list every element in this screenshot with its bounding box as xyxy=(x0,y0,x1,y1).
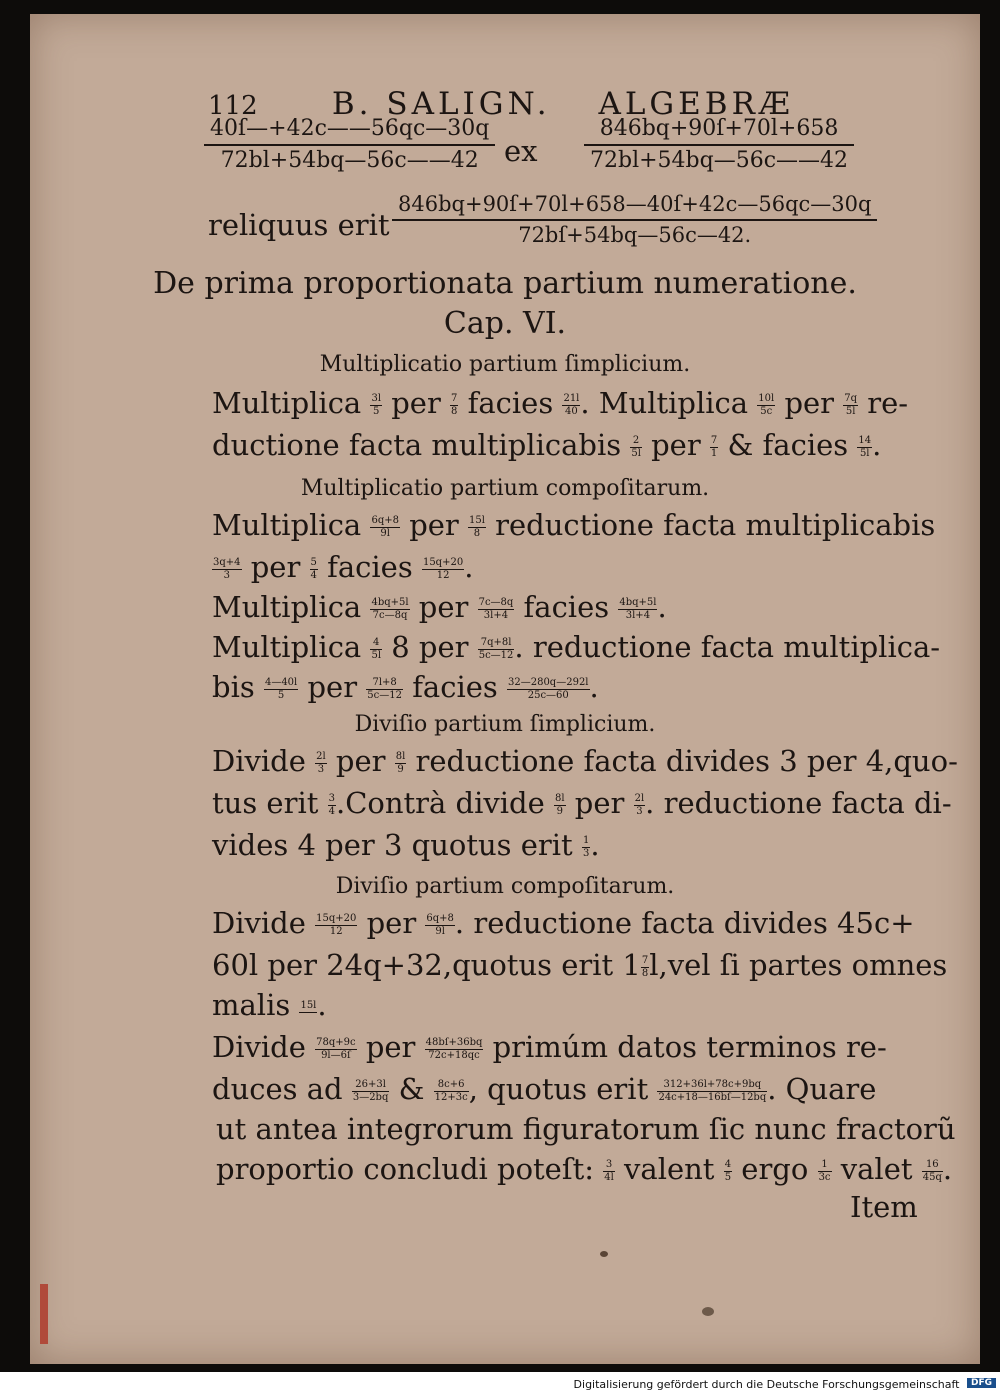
page-number: 112 xyxy=(208,91,258,121)
fraction: $\frac{6q+8}{9l}$ xyxy=(426,912,454,937)
text-line-10: vides 4 per 3 quotus erit $\frac{1}{3}$ . xyxy=(212,828,600,862)
section-heading-2: Multiplicatio partium compoſitarum. xyxy=(300,476,710,501)
fraction: $\frac{2l}{3}$ xyxy=(634,792,645,817)
fraction: $\frac{1}{3c}$ xyxy=(818,1158,831,1183)
text-line-7: bis $\frac{4—40l}{5}$ per $\frac{7l+8}{5c—12}$ facies $\frac{32—280q—292l}{25c—60}$ . xyxy=(212,670,599,704)
fraction: $\frac{32—280q—292l}{25c—60}$ xyxy=(508,676,589,701)
fraction: $\frac{7q}{5l}$ xyxy=(844,392,858,417)
text-line-14: Divide $\frac{78q+9c}{9l—6ſ}$ per $\frac{48bſ+36bq}{72c+18qc}$ primúm datos terminos re- xyxy=(212,1030,887,1064)
dfg-logo: DFG xyxy=(967,1378,996,1388)
fraction: $\frac{7}{8}$ xyxy=(641,954,649,979)
fraction: $\frac{3}{4}$ xyxy=(328,792,335,817)
fraction: $\frac{5}{4}$ xyxy=(310,556,317,581)
chapter-number: Cap. VI. xyxy=(443,306,567,341)
text-line-6: Multiplica $\frac{4}{5l}$ 8 per $\frac{7q+8l}{5c—12}$ . reductione facta multiplica- xyxy=(212,630,941,664)
text-line-12: 60l per 24q+32,quotus erit 1 $\frac{7}{8}$ l,vel ſi partes omnes xyxy=(212,948,948,982)
section-heading-4: Diviſio partium compoſitarum. xyxy=(335,874,675,899)
text-line-17: proportio concludi poteſt: $\frac{3}{4l}$ valent $\frac{4}{5}$ ergo $\frac{1}{3c}$ valet $\frac{16}{45q}$ . xyxy=(216,1152,953,1186)
fraction: $\frac{6q+8}{9l}$ xyxy=(371,514,399,539)
fraction: $\frac{14}{5l}$ xyxy=(858,434,872,459)
text-line-4: $\frac{3q+4}{3}$ per $\frac{5}{4}$ facies $\frac{15q+20}{12}$ . xyxy=(213,550,474,584)
fraction: $\frac{4bq+5l}{7c—8q}$ xyxy=(371,596,409,621)
fraction: $\frac{1}{3}$ xyxy=(582,834,590,859)
fraction: $\frac{3}{4l}$ xyxy=(604,1158,614,1183)
running-title-2: ALGEBRÆ xyxy=(598,86,794,122)
fraction: $\frac{15q+20}{12}$ xyxy=(316,912,357,937)
text-line-1: Multiplica $\frac{3l}{5}$ per $\frac{7}{8}$ facies $\frac{21l}{40}$ . Multiplica $\frac{10l}{5c}$ per $\frac{7q}{5l}$ re- xyxy=(212,386,909,420)
section-heading-1: Multiplicatio partium ſimplicium. xyxy=(319,352,691,377)
fraction: $\frac{7c—8q}{3l+4}$ xyxy=(478,596,514,621)
connector-ex: ex xyxy=(504,134,538,168)
fraction: $\frac{8l}{9}$ xyxy=(555,792,565,817)
fraction: $\frac{8c+6}{12+3c}$ xyxy=(434,1078,468,1103)
fraction: $\frac{8l}{9}$ xyxy=(395,750,406,775)
catchword: Item xyxy=(850,1190,918,1224)
fraction: $\frac{3l}{5}$ xyxy=(371,392,382,417)
fraction: $\frac{4bq+5l}{3l+4}$ xyxy=(619,596,657,621)
fraction: $\frac{4}{5l}$ xyxy=(371,636,382,661)
text-line-5: Multiplica $\frac{4bq+5l}{7c—8q}$ per $\frac{7c—8q}{3l+4}$ facies $\frac{4bq+5l}{3l+4}$ . xyxy=(212,590,667,624)
running-title: B. SALIGN. xyxy=(331,86,551,122)
fraction: $\frac{2l}{3}$ xyxy=(316,750,326,775)
digitization-footer xyxy=(0,1376,1000,1395)
ink-blot xyxy=(702,1307,714,1316)
text-line-15: duces ad $\frac{26+3l}{3—2bq}$ & $\frac{8c+6}{12+3c}$ , quotus erit $\frac{312+36l+78c+9bq}{24c+18—16bſ—12bq}$ . Quare xyxy=(212,1072,877,1106)
fraction: $\frac{7}{8}$ xyxy=(451,392,458,417)
text-line-16: ut antea integrorum figuratorum ſic nunc fractorũ xyxy=(216,1112,956,1146)
footer-text: Digitalisierung gefördert durch die Deutsche Forschungsgemeinschaft xyxy=(573,1378,960,1391)
text-line-8: Divide $\frac{2l}{3}$ per $\frac{8l}{9}$ reductione facta divides 3 per 4,quo- xyxy=(212,744,958,778)
chapter-title: De prima proportionata partium numeratione. xyxy=(153,266,857,301)
fraction: $\frac{4}{5}$ xyxy=(724,1158,732,1183)
remainder-label: reliquus erit xyxy=(208,208,390,242)
book-page xyxy=(30,14,980,1364)
ink-dot xyxy=(600,1251,608,1257)
fraction: $\frac{26+3l}{3—2bq}$ xyxy=(352,1078,389,1103)
fraction: $\frac{7q+8l}{5c—12}$ xyxy=(478,636,514,661)
text-line-9: tus erit $\frac{3}{4}$ .Contrà divide $\frac{8l}{9}$ per $\frac{2l}{3}$ . reductione facta di- xyxy=(212,786,952,820)
text-line-11: Divide $\frac{15q+20}{12}$ per $\frac{6q+8}{9l}$ . reductione facta divides 45c+ xyxy=(212,906,915,940)
text-line-3: Multiplica $\frac{6q+8}{9l}$ per $\frac{15l}{8}$ reductione facta multiplicabis xyxy=(212,508,936,542)
top-fraction-left: $\frac{40ſ—+42c——56qc—30q}{72bl+54bq—56c——42}$ xyxy=(204,114,495,176)
fraction: $\frac{4—40l}{5}$ xyxy=(264,676,298,701)
fraction: $\frac{16}{45q}$ xyxy=(922,1158,942,1183)
fraction: $\frac{10l}{5c}$ xyxy=(758,392,775,417)
fraction: $\frac{15l}{8}$ xyxy=(469,514,485,539)
top-fraction-right: $\frac{846bq+90ſ+70l+658}{72bl+54bq—56c——42}$ xyxy=(584,114,854,176)
fraction: $\frac{7l+8}{5c—12}$ xyxy=(367,676,402,701)
fraction: $\frac{78q+9c}{9l—6ſ}$ xyxy=(316,1036,356,1061)
page-tab-marker xyxy=(40,1284,48,1344)
fraction: $\frac{2}{5l}$ xyxy=(631,434,641,459)
fraction: 15l xyxy=(300,999,317,1011)
text-line-13: malis 15l . xyxy=(212,988,327,1022)
fraction: $\frac{48bſ+36bq}{72c+18qc}$ xyxy=(425,1036,483,1061)
fraction: $\frac{21l}{40}$ xyxy=(563,392,580,417)
fraction: $\frac{7}{1}$ xyxy=(710,434,718,459)
section-heading-3: Diviſio partium ſimplicium. xyxy=(354,712,656,737)
fraction: $\frac{15q+20}{12}$ xyxy=(422,556,464,581)
fraction: $\frac{3q+4}{3}$ xyxy=(213,556,241,581)
text-line-2: ductione facta multiplicabis $\frac{2}{5l}$ per $\frac{7}{1}$ & facies $\frac{14}{5l}$ . xyxy=(212,428,882,462)
remainder-fraction: $\frac{846bq+90ſ+70l+658—40ſ+42c—56qc—30q}{72bſ+54bq—56c—42.}$ xyxy=(392,190,877,250)
fraction: $\frac{312+36l+78c+9bq}{24c+18—16bſ—12bq}$ xyxy=(658,1078,767,1103)
